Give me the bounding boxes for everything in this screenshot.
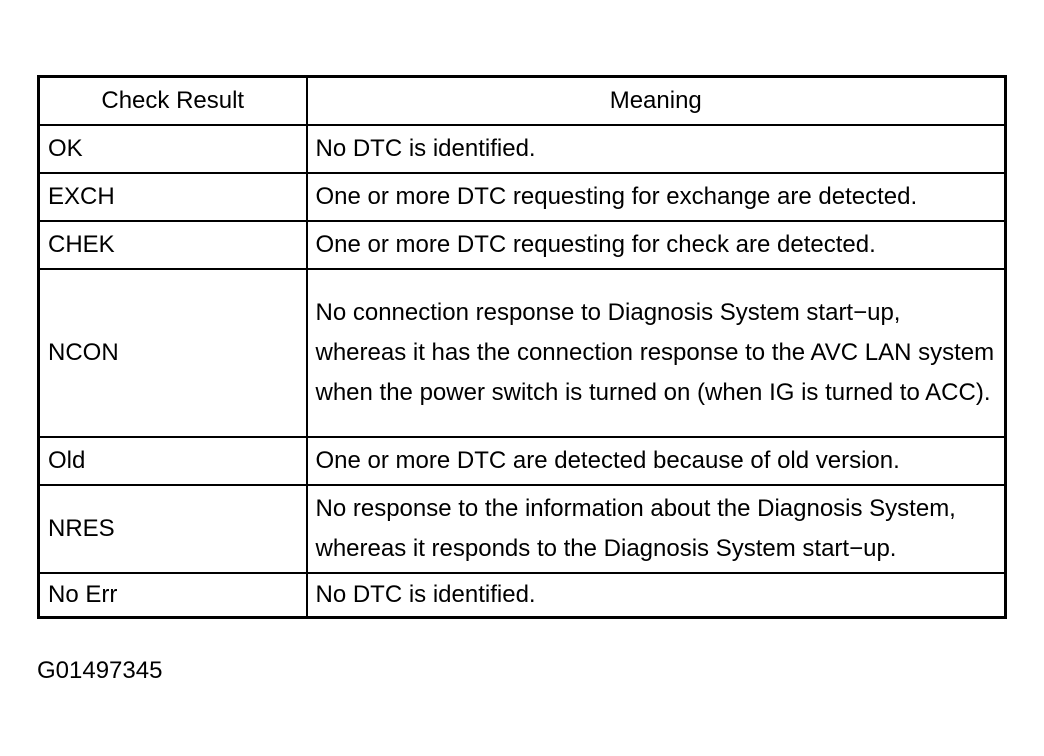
check-result-cell: NRES [39, 485, 307, 573]
meaning-cell: One or more DTC requesting for exchange are detected. [307, 173, 1006, 221]
table-row [39, 573, 1006, 618]
meaning-cell: No response to the information about the Diagnosis System, whereas it responds to the Diagnosis System start−up. [307, 485, 1006, 573]
table-header-row [39, 77, 1006, 126]
figure-id: G01497345 [37, 657, 163, 684]
check-result-table [37, 75, 1007, 619]
check-result-cell: No Err [39, 573, 307, 618]
check-result-cell: Old [39, 437, 307, 485]
check-result-cell: EXCH [39, 173, 307, 221]
table-row [39, 125, 1006, 173]
meaning-cell: No DTC is identified. [307, 573, 1006, 618]
table-row [39, 221, 1006, 269]
check-result-cell: CHEK [39, 221, 307, 269]
meaning-cell: No DTC is identified. [307, 125, 1006, 173]
meaning-cell: No connection response to Diagnosis System start−up, whereas it has the connection response to the AVC LAN system when the power switch is turned on (when IG is turned to ACC). [307, 269, 1006, 437]
check-result-cell: NCON [39, 269, 307, 437]
table-row [39, 437, 1006, 485]
meaning-cell: One or more DTC are detected because of old version. [307, 437, 1006, 485]
check-result-cell: OK [39, 125, 307, 173]
table-row [39, 269, 1006, 437]
table-row [39, 485, 1006, 573]
meaning-cell: One or more DTC requesting for check are detected. [307, 221, 1006, 269]
header-meaning: Meaning [307, 77, 1006, 126]
header-check-result: Check Result [39, 77, 307, 126]
table-row [39, 173, 1006, 221]
